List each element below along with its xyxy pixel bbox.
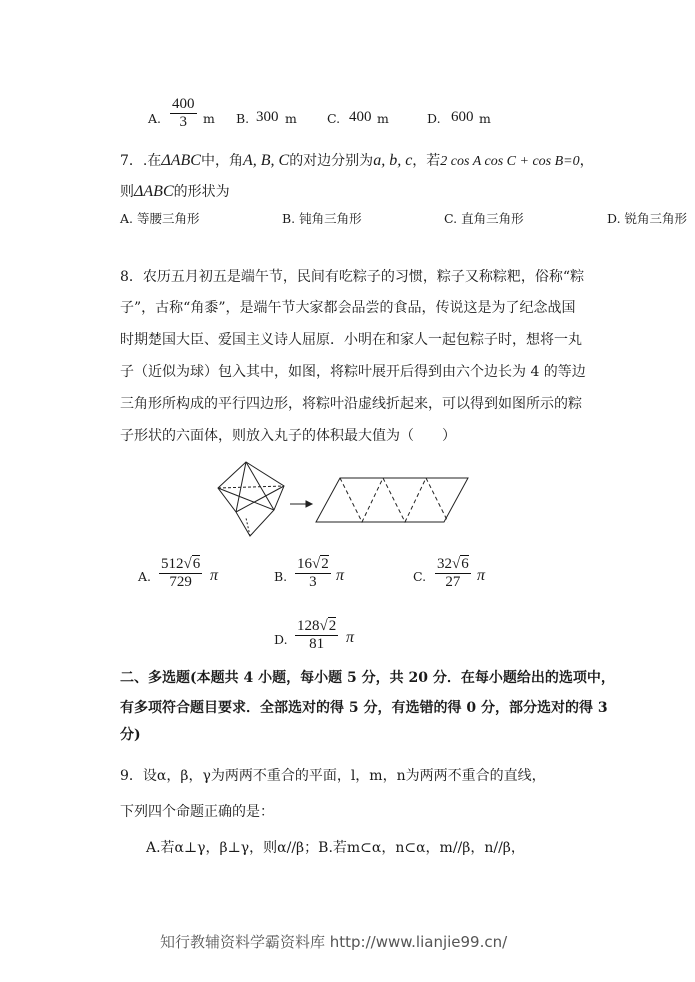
- q9-line-3: A.若α⊥γ，β⊥γ，则α//β；B.若m⊂α，n⊂α，m//β，n//β，: [146, 840, 525, 856]
- q8-option-b-coefficient: 16: [297, 556, 312, 572]
- q7-line2-prefix: 则: [120, 184, 134, 200]
- q8-option-d-pi: π: [346, 629, 355, 646]
- q6-option-d-label: D.: [427, 111, 441, 126]
- q8-option-d-numerator: 128√2: [297, 618, 337, 634]
- q6-option-b-unit: m: [285, 111, 297, 126]
- q8-option-c-radicand: 6: [461, 556, 469, 572]
- section-2-heading-line-2: 有多项符合题目要求．全部选对的得 5 分，有选错的得 0 分，部分选对的得 3: [120, 700, 608, 716]
- q8-option-d-fraction: [295, 618, 338, 652]
- q7-option-b: B. 钝角三角形: [282, 211, 362, 226]
- q7-condition: 2 cos A cos C + cos B=0: [440, 154, 580, 169]
- q6-option-a-denominator: 3: [179, 113, 187, 130]
- arrow-icon: [290, 501, 312, 507]
- q7-sides: a, b, c: [373, 152, 413, 169]
- q7-prefix: 7．.在: [120, 153, 162, 169]
- section-2-heading-line-3: 分): [120, 727, 141, 743]
- hexahedron-drawing: [218, 462, 284, 536]
- q7-option-d: D. 锐角三角形: [607, 211, 688, 226]
- q8-line-4: 子（近似为球）包入其中，如图，将粽叶展开后得到由六个边长为 4 的等边: [120, 364, 586, 380]
- q8-option-c-denominator: 27: [445, 573, 461, 590]
- q8-option-c-numerator: 32√6: [437, 556, 469, 572]
- q6-option-a-numerator: 400: [172, 96, 195, 112]
- q8-option-c-pi: π: [477, 567, 486, 584]
- q6-option-a-label: A.: [148, 111, 162, 126]
- q7-option-a: A. 等腰三角形: [120, 211, 200, 226]
- q7-option-c: C. 直角三角形: [444, 211, 524, 226]
- q8-figure: [212, 458, 474, 540]
- q6-option-b-value: 300: [256, 109, 279, 125]
- q8-option-a-numerator: 512√6: [161, 556, 201, 572]
- q8-option-c-coefficient: 32: [437, 556, 452, 572]
- q6-option-d-unit: m: [479, 111, 491, 126]
- q7-angles: A, B, C: [242, 152, 290, 169]
- q8-option-a-coefficient: 512: [161, 556, 184, 572]
- q8-option-a-fraction: [159, 556, 202, 590]
- q7-triangle: ΔABC: [161, 152, 201, 169]
- q7-text-3: ，若: [412, 153, 441, 169]
- section-2-heading-line-1: 二、多选题(本题共 4 小题，每小题 5 分，共 20 分．在每小题给出的选项中，: [120, 670, 615, 686]
- q8-option-d-coefficient: 128: [297, 618, 320, 634]
- q7-text-4: ，: [579, 153, 594, 169]
- q7-text-2: 的对边分别为: [289, 153, 374, 169]
- q8-option-a-denominator: 729: [169, 573, 192, 590]
- q7-text-1: 中，角: [200, 153, 243, 169]
- q8-line-6: 子形状的六面体，则放入丸子的体积最大值为（ ）: [120, 428, 456, 444]
- q8-option-d-label: D.: [274, 632, 288, 647]
- q8-option-a-label: A.: [138, 569, 152, 584]
- q8-option-b-label: B.: [274, 569, 288, 584]
- q7-line2-triangle: ΔABC: [134, 183, 174, 200]
- q8-line-5: 三角形所构成的平行四边形，将粽叶沿虚线折起来，可以得到如图所示的粽: [120, 396, 582, 412]
- q6-option-c-label: C.: [327, 111, 341, 126]
- q8-option-b-pi: π: [336, 567, 345, 584]
- q8-option-b-fraction: [295, 556, 331, 590]
- q6-option-a-fraction: [170, 96, 197, 130]
- q8-line-3: 时期楚国大臣、爱国主义诗人屈原．小明在和家人一起包粽子时，想将一丸: [120, 332, 582, 348]
- q8-option-c-fraction: [435, 556, 471, 590]
- q7-stem: [120, 150, 594, 170]
- q9-line-1: 9．设α，β，γ为两两不重合的平面，l，m，n为两两不重合的直线，: [120, 768, 546, 784]
- q8-option-c-label: C.: [413, 569, 427, 584]
- q8-option-a-radicand: 6: [192, 556, 201, 572]
- q6-option-c-unit: m: [377, 111, 389, 126]
- q8-option-d-radicand: 2: [328, 618, 337, 634]
- q7-stem-line-2: [120, 181, 230, 201]
- q8-option-b-radicand: 2: [321, 556, 329, 572]
- q8-option-b-numerator: 16√2: [297, 556, 329, 572]
- footer-watermark: 知行教辅资料学霸资料库 http://www.lianjie99.cn/: [160, 933, 508, 951]
- q6-option-a-unit: m: [203, 111, 215, 126]
- q7-line2-suffix: 的形状为: [173, 184, 230, 200]
- q6-option-b-label: B.: [236, 111, 250, 126]
- q9-line-2: 下列四个命题正确的是：: [120, 804, 274, 820]
- q6-option-d-value: 600: [451, 109, 474, 125]
- q8-option-d-denominator: 81: [309, 635, 325, 652]
- q6-option-c-value: 400: [349, 109, 372, 125]
- q8-option-b-denominator: 3: [309, 573, 317, 590]
- q8-line-1: 8．农历五月初五是端午节，民间有吃粽子的习惯，粽子又称粽粑，俗称“粽: [120, 269, 585, 285]
- q8-option-a-pi: π: [210, 567, 219, 584]
- q8-line-2: 子”，古称“角黍”，是端午节大家都会品尝的食品，传说这是为了纪念战国: [120, 300, 576, 316]
- unfolded-parallelogram: [316, 478, 468, 522]
